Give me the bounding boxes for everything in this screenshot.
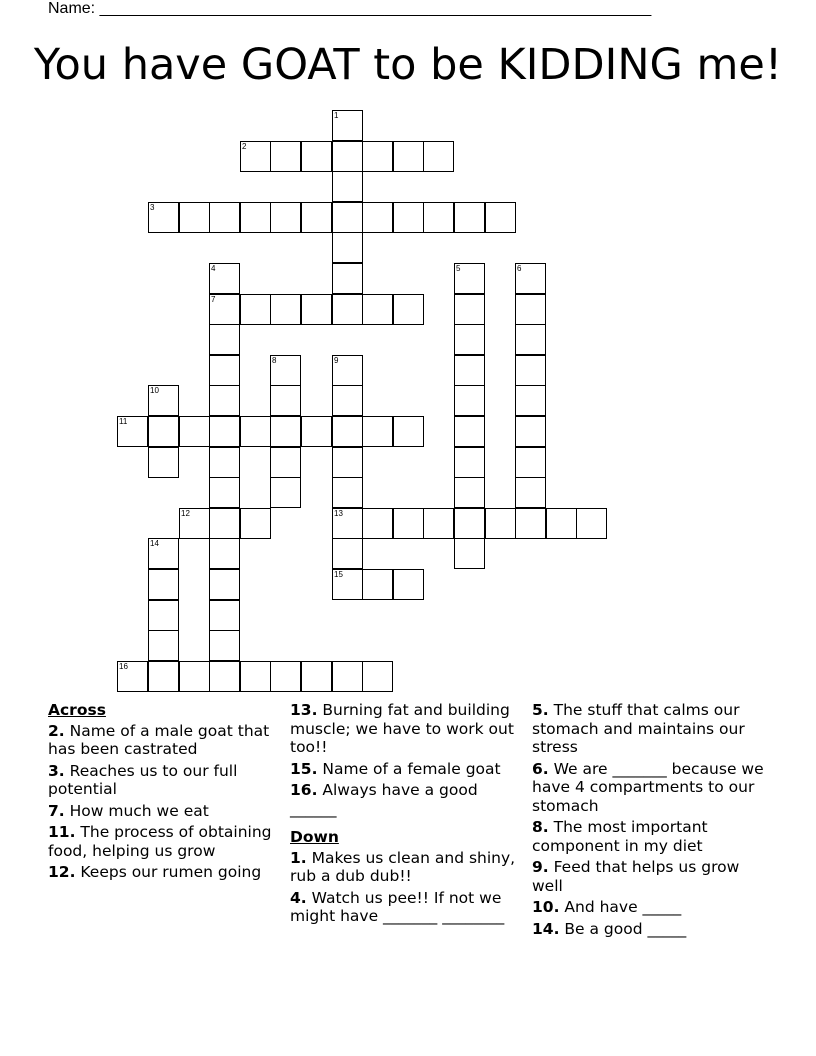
- clue-across-15: [290, 760, 526, 779]
- grid-cell[interactable]: [270, 141, 301, 172]
- clue-number: 13.: [290, 701, 318, 719]
- clue-number-label: 5: [456, 264, 461, 273]
- grid-cell[interactable]: [393, 416, 424, 447]
- grid-cell[interactable]: [209, 385, 240, 416]
- grid-cell[interactable]: [240, 661, 271, 692]
- clue-across-16: [290, 781, 526, 818]
- grid-cell[interactable]: [148, 661, 179, 692]
- clue-number-label: 4: [211, 264, 216, 273]
- grid-cell[interactable]: [179, 202, 210, 233]
- grid-cell[interactable]: [332, 171, 363, 202]
- grid-cell[interactable]: [454, 324, 485, 355]
- grid-cell[interactable]: [332, 355, 363, 386]
- grid-cell[interactable]: [393, 202, 424, 233]
- grid-cell[interactable]: [515, 508, 546, 539]
- grid-cell[interactable]: [209, 569, 240, 600]
- clue-number-label: 12: [181, 509, 190, 518]
- clue-down-1: [290, 849, 526, 886]
- clue-text: Name of a female goat: [317, 759, 501, 778]
- grid-cell[interactable]: [454, 385, 485, 416]
- clue-number-label: 16: [119, 662, 128, 671]
- grid-cell[interactable]: [240, 508, 271, 539]
- grid-cell[interactable]: [179, 661, 210, 692]
- grid-cell[interactable]: [332, 202, 363, 233]
- clue-text: And have _____: [559, 898, 682, 916]
- grid-cell[interactable]: [209, 416, 240, 447]
- clue-down-5: [532, 701, 764, 757]
- clue-number: 4.: [290, 888, 307, 907]
- clue-number-label: 2: [242, 142, 247, 151]
- clue-down-9: [532, 858, 764, 895]
- grid-cell[interactable]: [270, 202, 301, 233]
- grid-cell[interactable]: [332, 110, 363, 141]
- grid-cell[interactable]: [270, 355, 301, 386]
- puzzle-title: You have GOAT to be KIDDING me!: [33, 40, 783, 90]
- grid-cell[interactable]: [515, 477, 546, 508]
- grid-cell[interactable]: [485, 202, 516, 233]
- grid-cell[interactable]: [332, 294, 363, 325]
- clue-number-label: 14: [150, 539, 159, 548]
- grid-cell[interactable]: [454, 263, 485, 294]
- clue-text: Feed that helps us grow well: [532, 858, 740, 895]
- grid-cell[interactable]: [209, 477, 240, 508]
- down-heading: Down: [290, 828, 339, 846]
- grid-cell[interactable]: [332, 232, 363, 263]
- across-heading: Across: [48, 701, 106, 719]
- grid-cell[interactable]: [270, 661, 301, 692]
- clue-text: Burning fat and building muscle; we have to work out too!!: [290, 701, 514, 756]
- clue-number: 5.: [532, 701, 549, 719]
- grid-cell[interactable]: [148, 416, 179, 447]
- clue-number: 9.: [532, 858, 549, 876]
- clue-across-11: [48, 823, 276, 860]
- grid-cell[interactable]: [515, 447, 546, 478]
- grid-cell[interactable]: [209, 538, 240, 569]
- grid-cell[interactable]: [546, 508, 577, 539]
- grid-cell[interactable]: [117, 416, 148, 447]
- clue-number-label: 13: [334, 509, 343, 518]
- grid-cell[interactable]: [148, 202, 179, 233]
- clue-number: 2.: [48, 721, 65, 740]
- clue-number-label: 3: [150, 203, 155, 212]
- clue-number: 16.: [290, 781, 318, 799]
- grid-cell[interactable]: [454, 447, 485, 478]
- clue-text: The most important component in my diet: [532, 818, 708, 855]
- grid-cell[interactable]: [148, 385, 179, 416]
- clue-across-7: [48, 802, 276, 821]
- grid-cell[interactable]: [301, 416, 332, 447]
- clue-number: 11.: [48, 823, 76, 841]
- clue-across-13: [290, 701, 526, 757]
- clue-column-2: [290, 701, 526, 926]
- grid-cell[interactable]: [332, 661, 363, 692]
- grid-cell[interactable]: [270, 416, 301, 447]
- clue-text: Makes us clean and shiny, rub a dub dub!!: [290, 848, 516, 885]
- clue-across-3: [48, 762, 276, 799]
- grid-cell[interactable]: [362, 416, 393, 447]
- grid-cell[interactable]: [209, 324, 240, 355]
- grid-cell[interactable]: [301, 141, 332, 172]
- clue-down-10: [532, 898, 764, 917]
- grid-cell[interactable]: [117, 661, 148, 692]
- grid-cell[interactable]: [209, 263, 240, 294]
- clue-number-label: 15: [334, 570, 343, 579]
- grid-cell[interactable]: [332, 477, 363, 508]
- clue-number-label: 1: [334, 111, 339, 120]
- grid-cell[interactable]: [515, 324, 546, 355]
- grid-cell[interactable]: [270, 447, 301, 478]
- clue-number: 12.: [48, 863, 76, 881]
- clue-text: Name of a male goat that has been castrated: [48, 721, 270, 758]
- grid-cell[interactable]: [423, 202, 454, 233]
- grid-cell[interactable]: [270, 477, 301, 508]
- grid-cell[interactable]: [332, 416, 363, 447]
- clue-down-14: [532, 920, 764, 939]
- name-blank[interactable]: ______________________________________________________________: [99, 0, 652, 17]
- clue-number: 15.: [290, 759, 318, 778]
- grid-cell[interactable]: [362, 569, 393, 600]
- grid-cell[interactable]: [332, 569, 363, 600]
- grid-cell[interactable]: [393, 294, 424, 325]
- grid-cell[interactable]: [423, 508, 454, 539]
- grid-cell[interactable]: [301, 294, 332, 325]
- clue-column-3: [532, 701, 764, 938]
- grid-cell[interactable]: [270, 385, 301, 416]
- grid-cell[interactable]: [332, 538, 363, 569]
- grid-cell[interactable]: [209, 600, 240, 631]
- clue-column-1: [48, 701, 276, 882]
- clue-number-label: 10: [150, 386, 159, 395]
- grid-cell[interactable]: [332, 447, 363, 478]
- clue-down-8: [532, 818, 764, 855]
- clue-text: We are _______ because we have 4 compartments to our stomach: [532, 759, 764, 815]
- grid-cell[interactable]: [209, 294, 240, 325]
- grid-cell[interactable]: [362, 294, 393, 325]
- grid-cell[interactable]: [393, 508, 424, 539]
- clue-down-6: [532, 760, 764, 816]
- grid-cell[interactable]: [240, 294, 271, 325]
- grid-cell[interactable]: [332, 263, 363, 294]
- grid-cell[interactable]: [393, 569, 424, 600]
- grid-cell[interactable]: [148, 447, 179, 478]
- clue-text: How much we eat: [64, 801, 209, 820]
- clue-number: 6.: [532, 759, 549, 778]
- clue-number-label: 11: [119, 417, 128, 426]
- grid-cell[interactable]: [423, 141, 454, 172]
- grid-cell[interactable]: [362, 141, 393, 172]
- grid-cell[interactable]: [454, 538, 485, 569]
- grid-cell[interactable]: [209, 202, 240, 233]
- grid-cell[interactable]: [332, 508, 363, 539]
- clue-text: Always have a good ______: [290, 781, 478, 818]
- clue-text: Keeps our rumen going: [75, 863, 262, 881]
- clue-number: 14.: [532, 919, 560, 938]
- clue-across-12: [48, 863, 276, 882]
- clue-down-4: [290, 889, 526, 926]
- grid-cell[interactable]: [270, 294, 301, 325]
- clue-across-2: [48, 722, 276, 759]
- grid-cell[interactable]: [240, 202, 271, 233]
- grid-cell[interactable]: [209, 508, 240, 539]
- grid-cell[interactable]: [515, 294, 546, 325]
- grid-cell[interactable]: [301, 661, 332, 692]
- grid-cell[interactable]: [179, 508, 210, 539]
- clue-text: The stuff that calms our stomach and maintains our stress: [532, 701, 745, 756]
- name-label: Name:: [48, 0, 100, 17]
- grid-cell[interactable]: [209, 355, 240, 386]
- grid-cell[interactable]: [576, 508, 607, 539]
- grid-cell[interactable]: [148, 600, 179, 631]
- clue-text: The process of obtaining food, helping us grow: [48, 823, 272, 860]
- clue-number: 10.: [532, 898, 560, 916]
- grid-cell[interactable]: [362, 661, 393, 692]
- grid-cell[interactable]: [209, 661, 240, 692]
- grid-cell[interactable]: [454, 477, 485, 508]
- clue-text: Be a good _____: [559, 919, 687, 938]
- grid-cell[interactable]: [332, 385, 363, 416]
- grid-cell[interactable]: [515, 263, 546, 294]
- clue-number: 1.: [290, 848, 307, 867]
- clue-number-label: 8: [272, 356, 277, 365]
- grid-cell[interactable]: [179, 416, 210, 447]
- clue-number-label: 7: [211, 295, 216, 304]
- grid-cell[interactable]: [240, 416, 271, 447]
- clue-number: 7.: [48, 801, 65, 820]
- grid-cell[interactable]: [515, 416, 546, 447]
- clue-number-label: 9: [334, 356, 339, 365]
- grid-cell[interactable]: [148, 630, 179, 661]
- grid-cell[interactable]: [515, 355, 546, 386]
- grid-cell[interactable]: [148, 569, 179, 600]
- grid-cell[interactable]: [454, 294, 485, 325]
- grid-cell[interactable]: [454, 355, 485, 386]
- grid-cell[interactable]: [362, 202, 393, 233]
- clue-text: Reaches us to our full potential: [48, 761, 238, 798]
- grid-cell[interactable]: [454, 416, 485, 447]
- grid-cell[interactable]: [485, 508, 516, 539]
- grid-cell[interactable]: [362, 508, 393, 539]
- clue-text: Watch us pee!! If not we might have _______ ________: [290, 888, 505, 925]
- grid-cell[interactable]: [393, 141, 424, 172]
- grid-cell[interactable]: [240, 141, 271, 172]
- grid-cell[interactable]: [209, 630, 240, 661]
- grid-cell[interactable]: [332, 141, 363, 172]
- clue-number: 3.: [48, 761, 65, 780]
- grid-cell[interactable]: [148, 538, 179, 569]
- grid-cell[interactable]: [515, 385, 546, 416]
- grid-cell[interactable]: [209, 447, 240, 478]
- clue-number: 8.: [532, 818, 549, 836]
- grid-cell[interactable]: [454, 508, 485, 539]
- grid-cell[interactable]: [454, 202, 485, 233]
- clue-number-label: 6: [517, 264, 522, 273]
- grid-cell[interactable]: [301, 202, 332, 233]
